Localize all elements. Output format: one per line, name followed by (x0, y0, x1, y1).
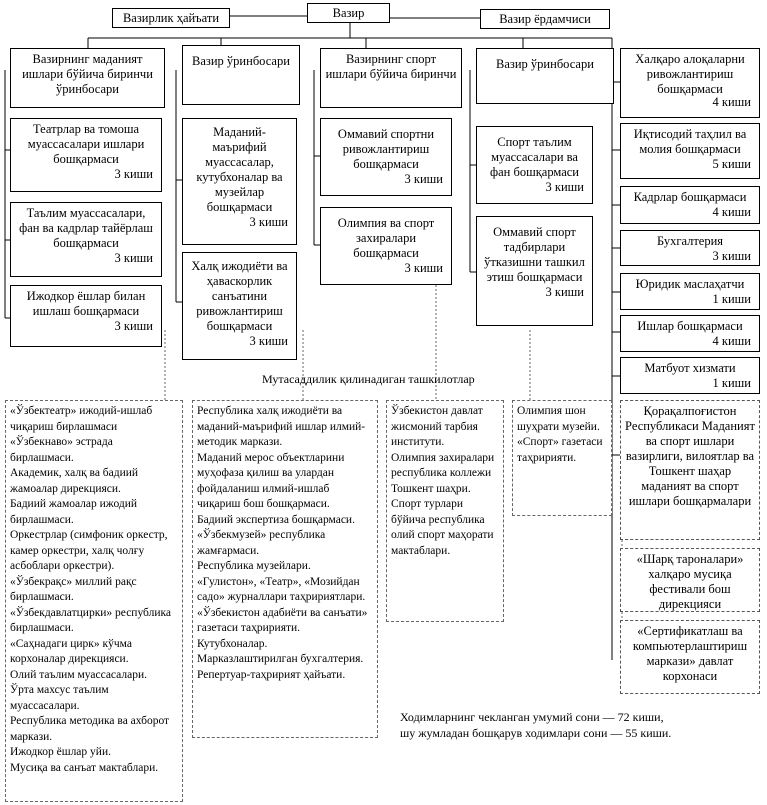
org-list-entry: «Ўзбекмузей» республика жамғармаси. (197, 529, 326, 557)
org-list-entry: Республика халқ ижодиёти ва маданий-маърифий ишлар илмий-методик маркази. (197, 405, 366, 448)
org-list-3 (386, 400, 504, 622)
org-list-entry: Ижодкор ёшлар уйи. (10, 746, 111, 758)
org-list-entry: «Ўзбекнаво» эстрада бирлашмаси. (10, 436, 113, 464)
col5-item-7: Матбуот хизмати 1 киши (620, 357, 760, 394)
org-list-entry: Олимпия шон шуҳрати музейи. (517, 405, 600, 433)
org-list-entry: Маданий мерос объектларини муҳофаза қилиш ва улардан фойдаланиш илмий-ишлаб чиқариш бош бошқармаси. (197, 451, 345, 510)
org-list-entry: Ўрта махсус таълим муассасалари. (10, 684, 109, 712)
col5-item-6: Ишлар бошқармаси 4 киши (620, 315, 760, 352)
org-list-entry: Бадиий экспертиза бошқармаси. (197, 513, 355, 526)
col1-head (10, 48, 165, 108)
org-list-entry: Бадиий жамоалар ижодий бирлашмаси. (10, 498, 138, 526)
col1-head-label: Вазирнинг маданият ишлари бўйича биринчи ўринбосари (22, 52, 153, 96)
org-list-entry: «Спорт» газетаси таҳририяти. (517, 436, 603, 464)
minister-label: Вазир (332, 6, 365, 20)
col2-head (182, 45, 300, 105)
col5-item-2: Иқтисодий таҳлил ва молия бошқармаси 5 киши (620, 123, 760, 179)
col5-item-5: Юридик маслаҳатчи 1 киши (620, 273, 760, 310)
col4-item-2: Оммавий спорт тадбирлари ўтказишни ташкил этиш бошқармаси 3 киши (476, 216, 593, 326)
org-list-entry: Академик, халқ ва бадиий жамоалар дирекцияси. (10, 467, 139, 495)
col5-subordinate-3: «Сертификатлаш ва компьютерлаштириш маркази» давлат корхонаси (620, 620, 760, 694)
col3-item-1: Оммавий спортни ривожлантириш бошқармаси 3 киши (320, 118, 452, 196)
org-list-entry: Спорт турлари бўйича республика олий спорт маҳорати мактаблари. (391, 498, 494, 557)
org-list-entry: «Ўзбекрақс» миллий рақс бирлашмаси. (10, 575, 137, 603)
org-list-entry: Марказлаштирилган бухгалтерия. (197, 653, 364, 665)
col1-item-3: Ижодкор ёшлар билан ишлаш бошқармаси 3 киши (10, 285, 162, 347)
org-list-entry: Репертуар-таҳририят ҳайъати. (197, 668, 346, 681)
col3-head-label: Вазирнинг спорт ишлари бўйича биринчи (325, 52, 457, 81)
org-list-entry: «Саҳнадаги цирк» кўчма корхоналар дирекцияси. (10, 637, 132, 665)
org-list-entry: Кутубхоналар. (197, 637, 268, 650)
org-list-entry: «Ўзбекдавлатцирки» республика бирлашмаси. (10, 606, 172, 634)
org-list-entry: «Ўзбекистон адабиёти ва санъати» газетаси таҳририяти. (197, 606, 368, 634)
subordinate-label: Мутасаддилик қилинадиган ташкилотлар (262, 372, 475, 386)
col2-item-1: Маданий-маърифий муассасалар, кутубхоналар ва музейлар бошқармаси 3 киши (182, 118, 297, 245)
org-list-4 (512, 400, 612, 516)
org-list-entry: Олий таълим муассасалари. (10, 668, 147, 681)
minister-box (307, 3, 390, 23)
org-list-2 (192, 400, 378, 738)
col2-head-label: Вазир ўринбосари (192, 54, 290, 68)
col4-head (476, 48, 614, 104)
org-list-1 (5, 400, 183, 802)
org-list-entry: Оркестрлар (симфоник оркестр, камер оркестри, халқ чолғу асбоблари оркестри). (10, 529, 168, 572)
org-list-entry: Мусиқа ва санъат мактаблари. (10, 761, 159, 774)
assistant-box (480, 9, 610, 29)
org-list-entry: Ўзбекистон давлат жисмоний тарбия институти. (391, 405, 483, 448)
col1-item-2: Таълим муассасалари, фан ва кадрлар тайёрлаш бошқармаси 3 киши (10, 202, 162, 277)
footnote-line-1: Ходимларнинг чекланган умумий сони — 72 киши, (400, 710, 664, 724)
org-list-entry: «Гулистон», «Театр», «Мозийдан садо» журналлари таҳририятлари. (197, 575, 366, 603)
org-list-entry: Республика музейлари. (197, 560, 311, 572)
col3-item-2: Олимпия ва спорт захиралари бошқармаси 3 киши (320, 207, 452, 285)
col5-item-3: Кадрлар бошқармаси 4 киши (620, 186, 760, 224)
collegium-label: Вазирлик ҳайъати (122, 11, 220, 25)
col4-head-label: Вазир ўринбосари (496, 57, 594, 71)
col2-item-2: Халқ ижодиёти ва ҳаваскорлик санъатини ривожлантириш бошқармаси 3 киши (182, 252, 297, 360)
footnote-line-2: шу жумладан бошқарув ходимлари сони — 55 киши. (400, 726, 672, 740)
org-list-entry: Республика методика ва ахборот маркази. (10, 715, 170, 743)
org-list-entry: «Ўзбектеатр» ижодий-ишлаб чиқариш бирлашмаси (10, 405, 153, 433)
col1-item-1: Театрлар ва томоша муассасалари ишлари бошқармаси 3 киши (10, 118, 162, 192)
col5-item-1: Халқаро алоқаларни ривожлантириш бошқармаси 4 киши (620, 48, 760, 118)
assistant-label: Вазир ёрдамчиси (499, 12, 591, 26)
col5-item-4: Бухгалтерия 3 киши (620, 230, 760, 266)
col4-item-1: Спорт таълим муассасалари ва фан бошқармаси 3 киши (476, 126, 593, 204)
col5-subordinate-2: «Шарқ тароналари» халқаро мусиқа фестивали бош дирекцияси (620, 548, 760, 612)
col5-subordinate-1: Қорақалпоғистон Республикаси Маданият ва спорт ишлари вазирлиги, вилоятлар ва Тошкент шаҳар маданият ва спорт ишлари бошқармалари (620, 400, 760, 540)
org-list-entry: Олимпия захиралари республика коллежи Тошкент шаҳри. (391, 451, 495, 495)
col3-head (320, 48, 462, 108)
collegium-box (112, 8, 230, 28)
